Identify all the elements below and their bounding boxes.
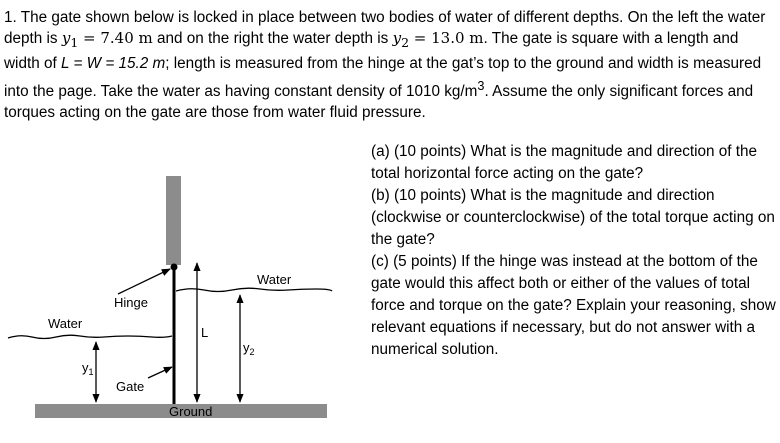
density-exponent: 3 bbox=[477, 77, 485, 93]
dimension-expression: L = W = 15.2 m bbox=[60, 55, 166, 73]
gate-pointer bbox=[148, 367, 172, 378]
gate-diagram bbox=[0, 150, 370, 443]
part-b: (b) (10 points) What is the magnitude and direction (clockwise or counterclockwise) of the total torque acting on the gate? bbox=[371, 187, 775, 248]
water-left-label: Water bbox=[48, 316, 83, 331]
question-parts bbox=[371, 141, 776, 361]
wall-block bbox=[166, 176, 181, 265]
water-surface-left bbox=[8, 335, 172, 338]
hinge-pointer bbox=[118, 269, 170, 294]
water-right-label: Water bbox=[257, 272, 292, 287]
ground-label: Ground bbox=[169, 404, 213, 419]
length-label: L bbox=[201, 325, 209, 340]
y2-expression: $y_2 = 13.0$ m bbox=[392, 29, 484, 51]
problem-statement: 1. The gate shown below is locked in place between two bodies of water of different depths. On the left the water depth is $y_1 = 7.40$ m and on the right the water depth is $y_2 = 13.0$ m. The gate is square with a length and width of L = W = 15.2 m; length is measured from the hinge at the gat’s top to the ground and width is measured into the page. Take the water as having constant density of 1010 $kg/m^3$. Assume the only significant forces and torques acting on the gate are those from water fluid pressure. bbox=[4, 9, 766, 121]
y1-label: $y_1$ bbox=[82, 360, 94, 377]
part-a: (a) (10 points) What is the magnitude and direction of the total horizontal force acting on the gate? bbox=[371, 143, 758, 182]
hinge-label: Hinge bbox=[114, 295, 148, 310]
y2-label: $y_2$ bbox=[243, 340, 255, 357]
hinge-dot bbox=[171, 264, 178, 271]
y1-expression: $y_1 = 7.40$ m bbox=[61, 29, 153, 51]
water-surface-right bbox=[176, 288, 332, 291]
part-c: (c) (5 points) If the hinge was instead at the bottom of the gate would this affect both or either of the values of total force and torque on the gate? Explain your reasoning, show relevant equations if necessary, but do not answer with a numerical solution. bbox=[371, 253, 776, 358]
gate-label: Gate bbox=[116, 379, 145, 394]
